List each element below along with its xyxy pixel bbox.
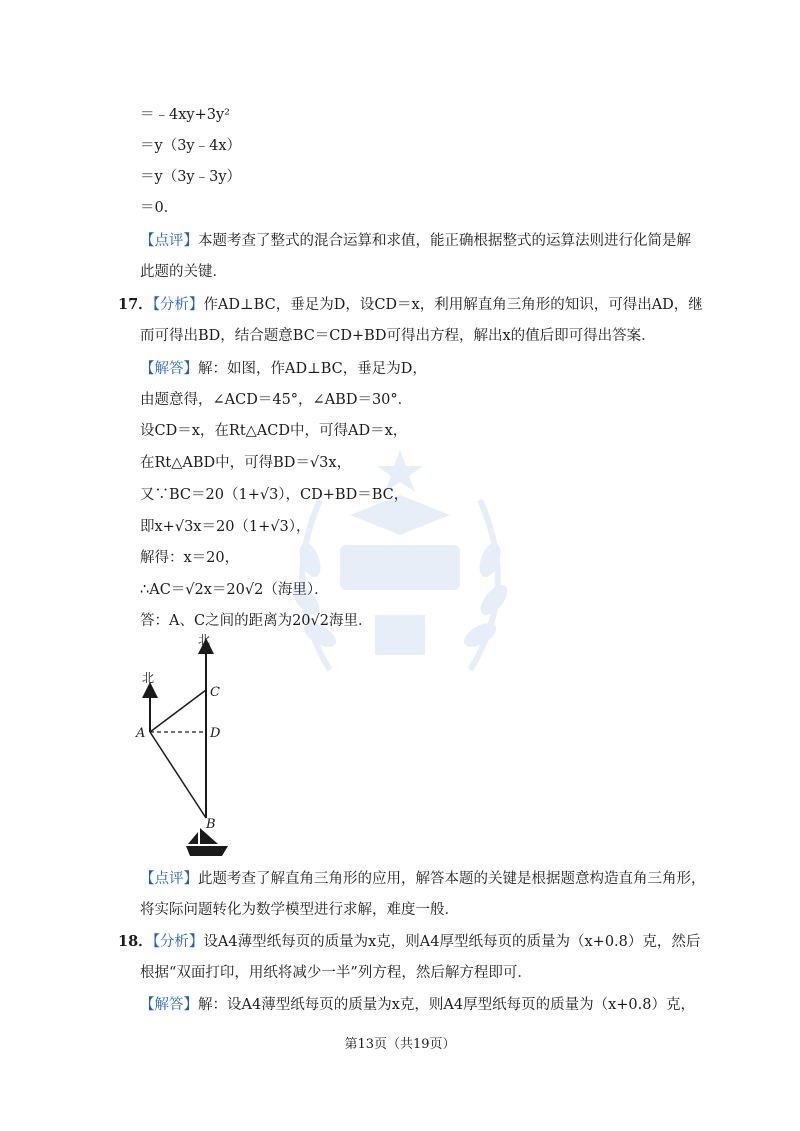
comment-tag: 【点评】 [140,871,198,887]
equation-line-3: ＝y（3y﹣3y） [140,169,242,185]
q17-analysis-line-1 [118,296,703,314]
ship-icon [186,828,228,856]
north-label-a: 北 [142,671,155,685]
q17-answer-line-3: 设CD＝x，在Rt△ACD中，可得AD＝x， [140,423,408,439]
analysis-text: 作AD⊥BC，垂足为D，设CD＝x，利用解直角三角形的知识，可得出AD，继 [203,297,703,313]
point-a-label: A [136,726,146,741]
comment-tag: 【点评】 [140,233,198,249]
q18-analysis-line-1 [118,933,700,951]
analysis-tag: 【分析】 [152,297,204,313]
comment-16-line-2: 此题的关键． [140,264,227,280]
answer-tag: 【解答】 [140,997,198,1013]
geometry-diagram [128,628,238,860]
q17-comment-line-2: 将实际问题转化为数学模型进行求解，难度一般． [140,902,459,918]
q17-answer-line-8: ∴AC＝√2x＝20√2（海里）． [140,582,329,598]
q17-answer-line-6: 即x+√3x＝20（1+√3）， [140,519,311,535]
segment-ac [150,690,206,732]
q17-answer-line-5: 又∵BC＝20（1+√3），CD+BD＝BC， [140,487,409,503]
segment-ab [150,732,206,818]
q18-answer-line-1 [140,996,695,1014]
q18-analysis-line-2: 根据“双面打印，用纸将减少一半”列方程，然后解方程即可． [140,965,532,981]
comment-text: 此题考查了解直角三角形的应用，解答本题的关键是根据题意构造直角三角形， [198,871,706,887]
comment-text: 本题考查了整式的混合运算和求值，能正确根据整式的运算法则进行化简是解 [198,233,691,249]
analysis-text: 设A4薄型纸每页的质量为x克，则A4厚型纸每页的质量为（x+0.8）克，然后 [203,934,701,950]
q17-analysis-line-2: 而可得出BD，结合题意BC＝CD+BD可得出方程，解出x的值后即可得出答案． [140,328,656,344]
q17-answer-line-7: 解得：x＝20， [140,550,240,566]
answer-text: 解：设A4薄型纸每页的质量为x克，则A4厚型纸每页的质量为（x+0.8）克， [198,997,695,1013]
equation-line-4: ＝0． [140,200,179,216]
page-footer: 第13页（共19页） [344,1037,456,1052]
question-number: 17． [118,296,153,313]
answer-tag: 【解答】 [140,361,198,377]
point-b-label: B [206,817,216,832]
q17-comment-line-1 [140,870,706,888]
point-c-label: C [210,685,220,700]
comment-16-line-1 [140,232,691,250]
q17-answer-line-9: 答：A、C之间的距离为20√2海里． [140,613,373,629]
north-label-b: 北 [198,633,211,647]
question-number: 18． [118,933,153,950]
q17-answer-line-2: 由题意得，∠ACD＝45°，∠ABD＝30°． [140,392,413,408]
q17-answer-line-4: 在Rt△ABD中，可得BD＝√3x， [140,455,352,471]
q17-answer-line-1 [140,360,427,378]
equation-line-1: ＝﹣4xy+3y² [140,107,230,123]
answer-text: 解：如图，作AD⊥BC，垂足为D， [198,361,427,377]
analysis-tag: 【分析】 [152,934,204,950]
equation-line-2: ＝y（3y﹣4x） [140,138,242,154]
watermark-logo [270,440,530,700]
point-d-label: D [210,726,221,741]
